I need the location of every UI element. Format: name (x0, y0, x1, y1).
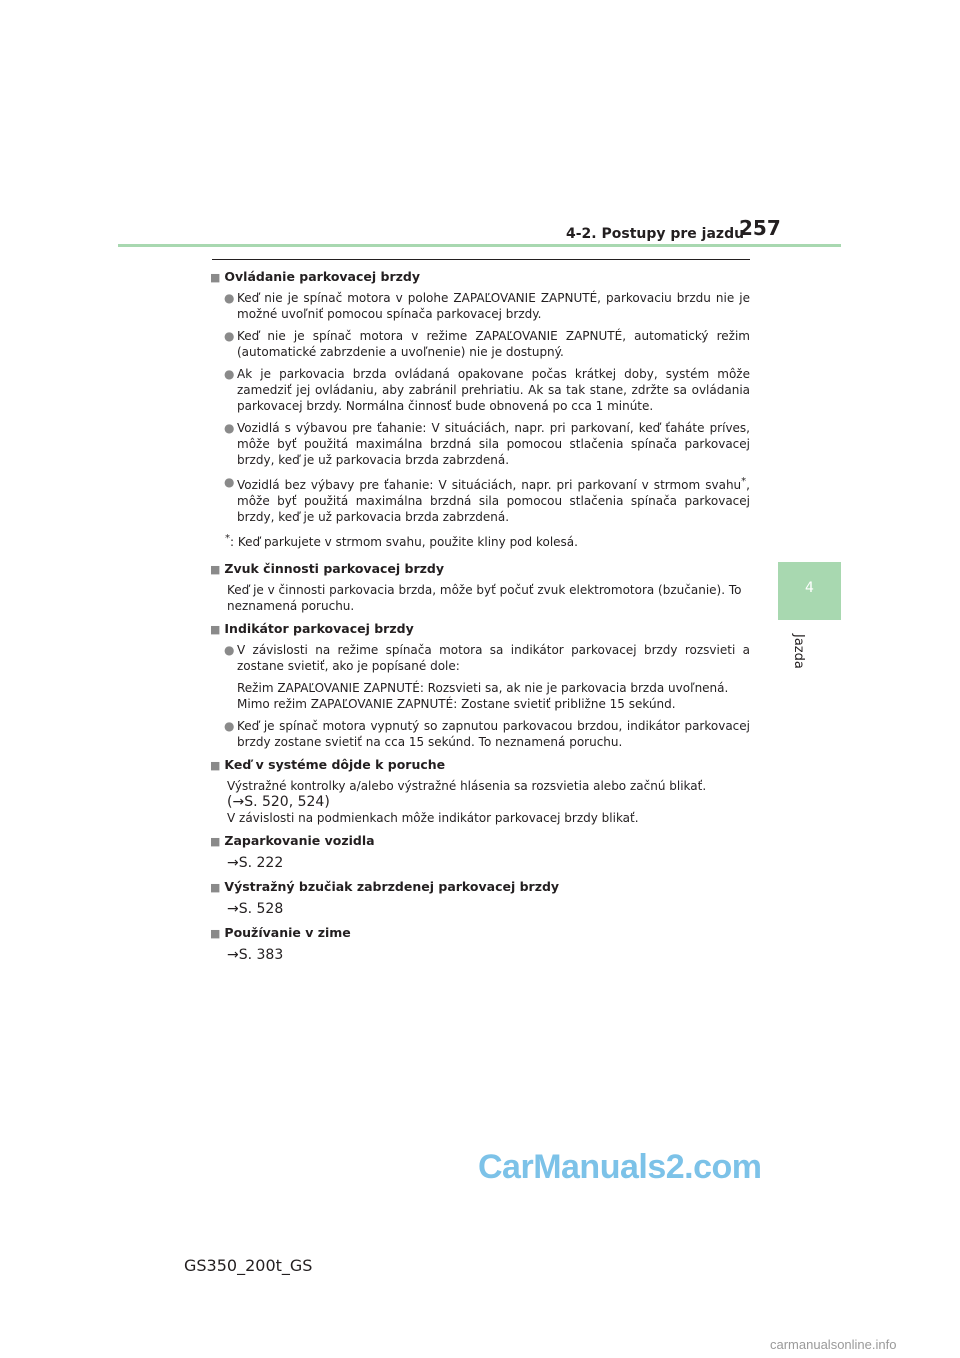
section-system-malfunction (210, 756, 750, 826)
circle-bullet-icon: ● (224, 421, 235, 435)
paragraph: Keď je v činnosti parkovacia brzda, môže byť počuť zvuk elektromotora (bzučanie). To neznamená poruchu. (227, 583, 742, 613)
section-title-text: Zaparkovanie vozidla (224, 833, 375, 848)
asterisk-mark: * (741, 476, 747, 487)
section-brake-indicator (210, 620, 750, 750)
square-bullet-icon: ■ (210, 563, 221, 576)
bullet-text: V závislosti na režime spínača motora sa indikátor parkovacej brzdy rozsvieti a zostane svietiť, ako je popísané dole: (237, 643, 750, 673)
page-reference[interactable]: →S. 222 (227, 855, 284, 871)
bullet-item (210, 290, 750, 322)
bullet-text: Keď je spínač motora vypnutý so zapnutou parkovacou brzdou, indikátor parkovacej brzdy zostane svietiť na cca 15 sekúnd. To neznamená poruchu. (237, 719, 750, 749)
bullet-item (210, 328, 750, 360)
watermark-url[interactable]: carmanualsonline.info (770, 1337, 897, 1352)
circle-bullet-icon: ● (224, 291, 235, 305)
section-heading (210, 924, 750, 943)
page-reference[interactable]: →S. 383 (227, 947, 284, 963)
watermark-logo[interactable]: CarManuals2.com (478, 1148, 762, 1186)
content-rule (212, 259, 750, 260)
paragraph (210, 778, 750, 826)
section-operating-sound (210, 560, 750, 614)
section-title-text: Používanie v zime (224, 925, 351, 940)
circle-bullet-icon: ● (224, 475, 235, 489)
section-warning-buzzer (210, 878, 750, 918)
square-bullet-icon: ■ (210, 881, 221, 894)
bullet-item (210, 420, 750, 468)
section-winter-use (210, 924, 750, 964)
header-rule (118, 244, 841, 247)
bullet-text-cont: , môže byť použitá maximálna brzdná sila pomocou stlačenia spínača parkovacej brzdy, keď je už parkovacia brzda zabrzdená. (237, 478, 750, 524)
section-heading (210, 756, 750, 775)
bullet-item (210, 718, 750, 750)
section-title-text: Výstražný bzučiak zabrzdenej parkovacej brzdy (224, 879, 560, 894)
circle-bullet-icon: ● (224, 643, 235, 657)
section-parking-brake-operation (210, 268, 750, 550)
section-heading (210, 832, 750, 851)
page-reference[interactable]: (→S. 520, 524) (227, 794, 330, 810)
bullet-item (210, 642, 750, 674)
square-bullet-icon: ■ (210, 623, 221, 636)
footer-model: GS350_200t_GS (184, 1256, 313, 1275)
page-content (210, 268, 750, 970)
bullet-text: Vozidlá bez výbavy pre ťahanie: V situáciách, napr. pri parkovaní v strmom svahu (237, 478, 742, 492)
footnote (210, 531, 750, 550)
bullet-item (210, 474, 750, 525)
section-title-text: Keď v systéme dôjde k poruche (224, 757, 446, 772)
section-heading (210, 878, 750, 897)
square-bullet-icon: ■ (210, 271, 221, 284)
page-reference[interactable]: →S. 528 (227, 901, 284, 917)
section-title-text: Zvuk činnosti parkovacej brzdy (224, 561, 445, 576)
circle-bullet-icon: ● (224, 329, 235, 343)
bullet-text: Ak je parkovacia brzda ovládaná opakovane počas krátkej doby, systém môže zamedziť jej ovládaniu, aby zabránil prehriatiu. Ak sa tak stane, zdržte sa ovládania parkovacej brzdy. Normálna činnosť bude obnovená po cca 1 minúte. (237, 367, 750, 413)
section-heading (210, 620, 750, 639)
chapter-tab (778, 562, 841, 620)
section-title-text: Ovládanie parkovacej brzdy (224, 269, 420, 284)
asterisk-mark: * (225, 533, 230, 544)
bullet-text: Keď nie je spínač motora v režime ZAPAĽOVANIE ZAPNUTÉ, automatický režim (automatické zabrzdenie a uvoľnenie) nie je dostupný. (237, 329, 750, 359)
section-heading (210, 560, 750, 579)
mode-line: Mimo režim ZAPAĽOVANIE ZAPNUTÉ: Zostane svietiť približne 15 sekúnd. (237, 697, 676, 711)
chapter-number: 4 (805, 580, 814, 596)
page-number: 257 (739, 216, 781, 240)
mode-line: Režim ZAPAĽOVANIE ZAPNUTÉ: Rozsvieti sa, ak nie je parkovacia brzda uvoľnená. (237, 681, 729, 695)
chapter-label: Jazda (791, 634, 806, 669)
page-header (0, 0, 960, 250)
section-heading (210, 268, 750, 287)
bullet-text: Keď nie je spínač motora v polohe ZAPAĽOVANIE ZAPNUTÉ, parkovaciu brzdu nie je možné uvoľniť pomocou spínača parkovacej brzdy. (237, 291, 750, 321)
circle-bullet-icon: ● (224, 367, 235, 381)
section-parking-vehicle (210, 832, 750, 872)
square-bullet-icon: ■ (210, 835, 221, 848)
footnote-text: : Keď parkujete v strmom svahu, použite kliny pod kolesá. (230, 535, 578, 549)
bullet-item (210, 366, 750, 414)
square-bullet-icon: ■ (210, 927, 221, 940)
circle-bullet-icon: ● (224, 719, 235, 733)
paragraph-line: Výstražné kontrolky a/alebo výstražné hlásenia sa rozsvietia alebo začnú blikať. (227, 779, 707, 793)
paragraph-line: V závislosti na podmienkach môže indikátor parkovacej brzdy blikať. (227, 811, 639, 825)
section-title-text: Indikátor parkovacej brzdy (224, 621, 414, 636)
square-bullet-icon: ■ (210, 759, 221, 772)
indicator-modes (210, 680, 750, 712)
section-title: 4-2. Postupy pre jazdu (566, 226, 745, 242)
bullet-text: Vozidlá s výbavou pre ťahanie: V situáciách, napr. pri parkovaní, keď ťaháte príves, môže byť použitá maximálna brzdná sila pomocou stlačenia spínača parkovacej brzdy, keď je už parkovacia brzda zabrzdená. (237, 421, 750, 467)
